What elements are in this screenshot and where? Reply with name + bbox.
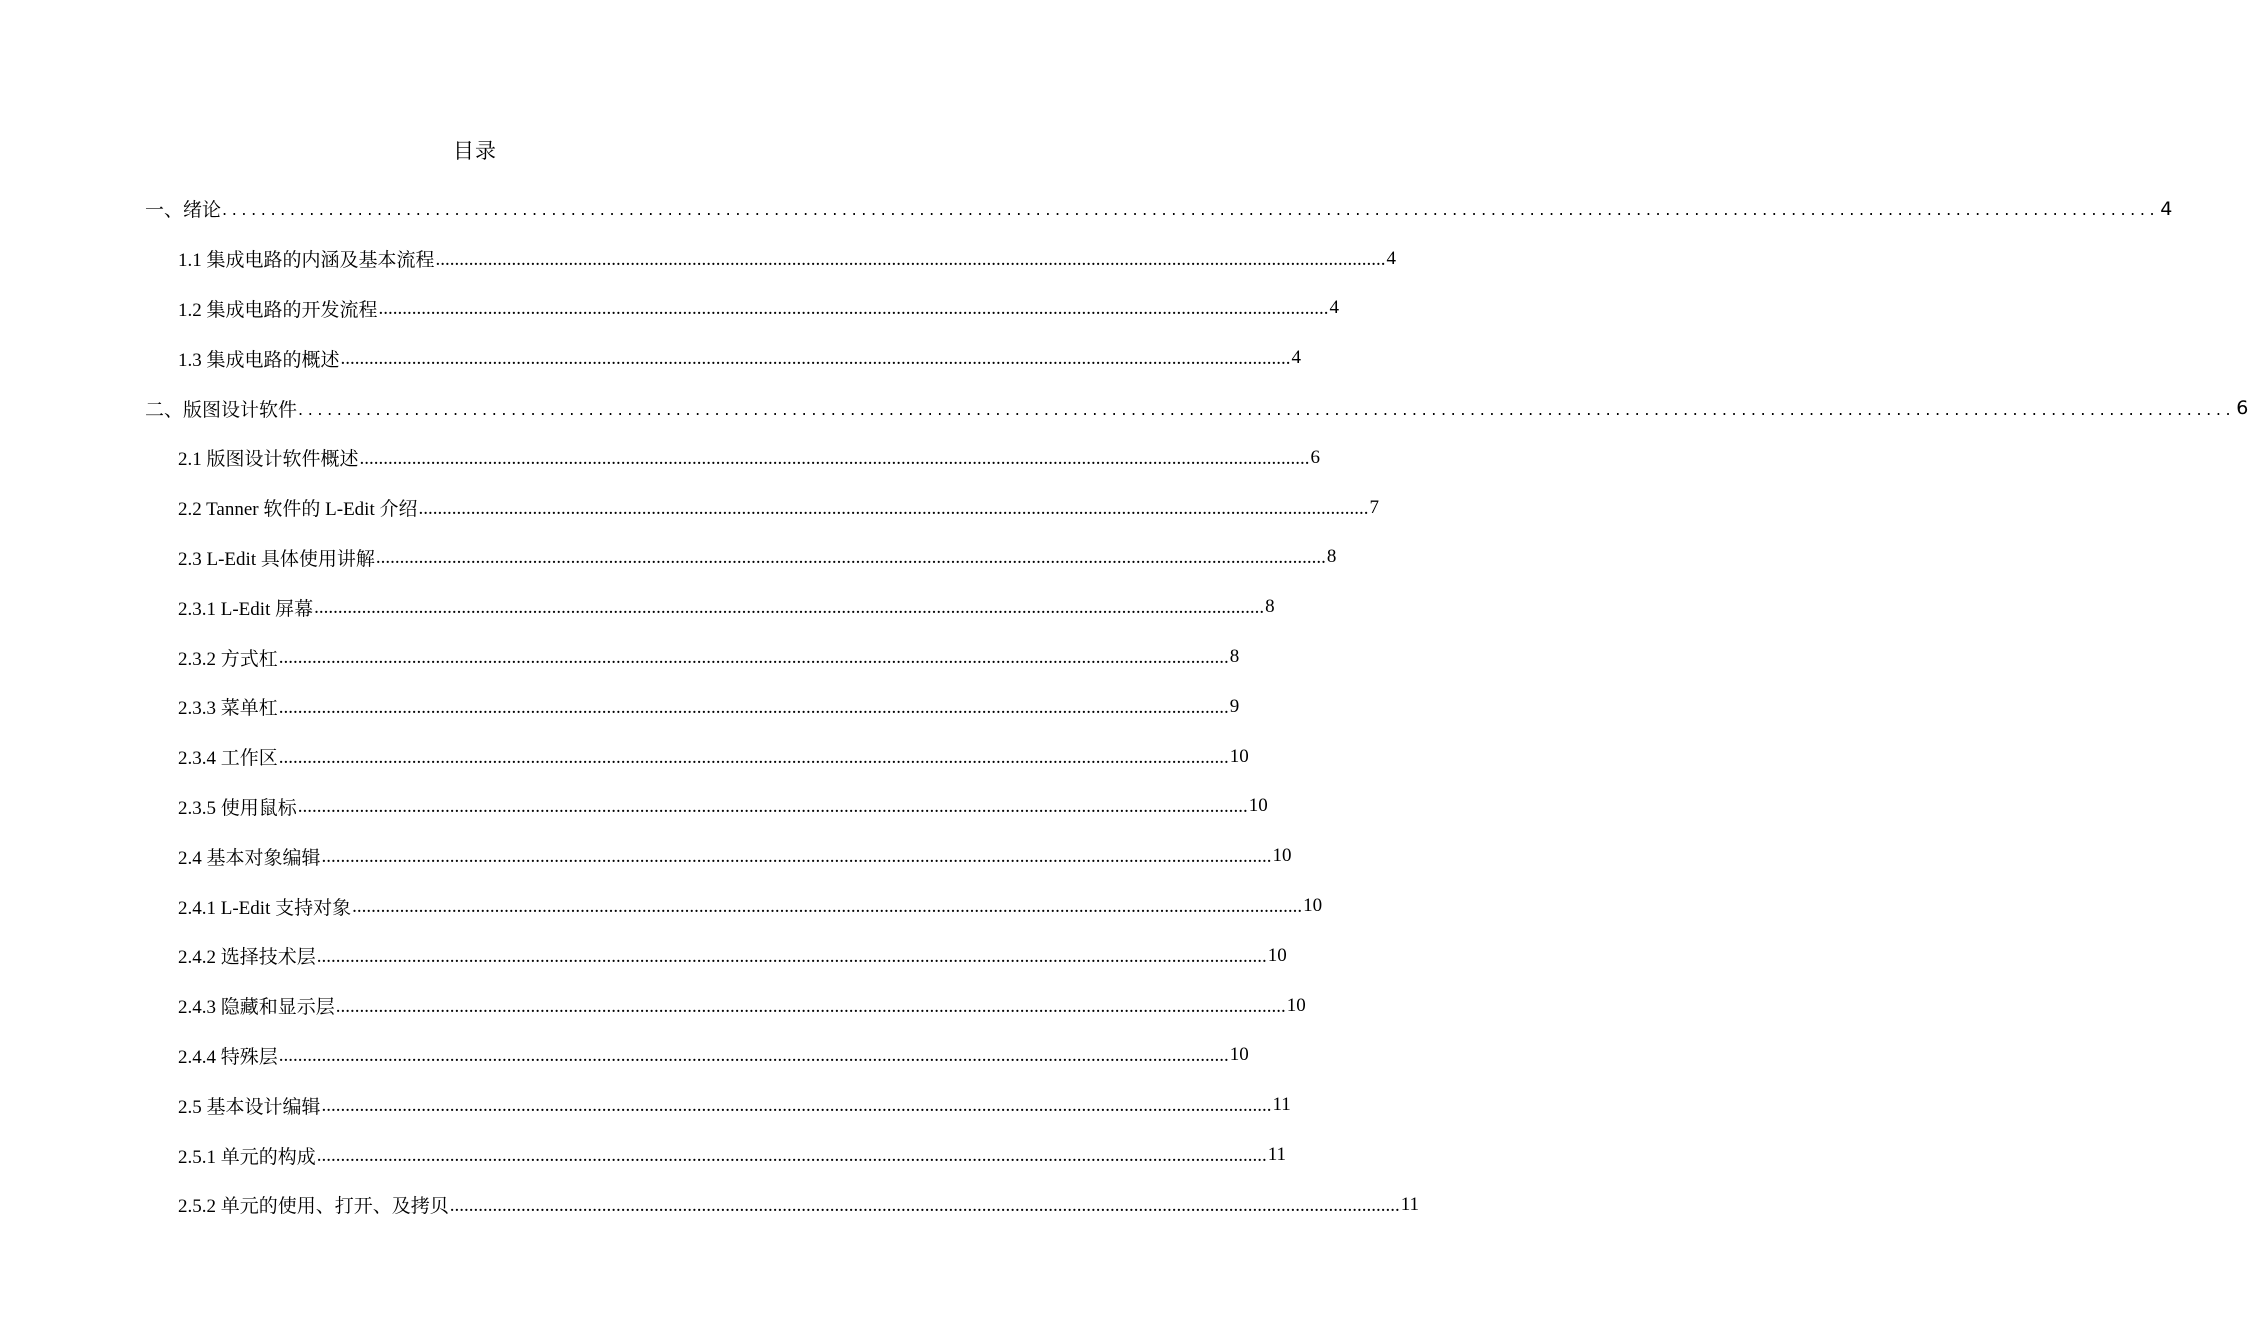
toc-entry-label: 2.4.1 L-Edit 支持对象 xyxy=(178,897,352,919)
toc-dot-leader: ........................................................................................................................................................................................................ xyxy=(316,945,1267,967)
toc-section-entry[interactable] xyxy=(0,1180,1420,1230)
toc-dot-leader: ........................................................................................................................................................................................................ xyxy=(278,696,1229,718)
toc-entry-label: 2.5.1 单元的构成 xyxy=(178,1146,316,1168)
toc-section-entry[interactable] xyxy=(0,582,1275,632)
toc-section-entry[interactable] xyxy=(0,533,1337,583)
toc-dot-leader: ........................................................................................................................................................................................................ xyxy=(340,348,1291,370)
toc-chapter-entry[interactable] xyxy=(0,383,2248,433)
toc-page-number: 6 xyxy=(1310,446,1321,468)
toc-entry-label: 2.5.2 单元的使用、打开、及拷贝 xyxy=(178,1196,449,1218)
toc-dot-leader: ........................................................................................................................................................................................................ xyxy=(316,1145,1267,1167)
toc-section-entry[interactable] xyxy=(0,831,1292,881)
toc-dot-leader: ........................................................................................................................................................................................................ xyxy=(222,200,2160,220)
toc-section-entry[interactable] xyxy=(0,881,1323,931)
toc-dot-leader: ........................................................................................................................................................................................................ xyxy=(298,399,2236,419)
toc-entry-label: 2.3 L-Edit 具体使用讲解 xyxy=(178,548,375,570)
toc-page-number: 10 xyxy=(1229,745,1249,767)
toc-dot-leader: ........................................................................................................................................................................................................ xyxy=(435,248,1386,270)
toc-section-entry[interactable] xyxy=(0,632,1240,682)
toc-section-entry[interactable] xyxy=(0,1130,1287,1180)
toc-section-entry[interactable] xyxy=(0,981,1306,1031)
toc-page-number: 10 xyxy=(1248,795,1268,817)
toc-page-number: 8 xyxy=(1229,646,1240,668)
toc-section-entry[interactable] xyxy=(0,333,1302,383)
toc-page-number: 7 xyxy=(1369,496,1379,518)
toc-dot-leader: ........................................................................................................................................................................................................ xyxy=(278,746,1229,768)
toc-page-number: 11 xyxy=(1400,1193,1420,1215)
toc-dot-leader: ........................................................................................................................................................................................................ xyxy=(321,1095,1272,1117)
toc-section-entry[interactable] xyxy=(0,682,1240,732)
toc-dot-leader: ........................................................................................................................................................................................................ xyxy=(314,597,1265,619)
toc-page-number: 6 xyxy=(2236,397,2248,420)
toc-section-entry[interactable] xyxy=(0,234,1397,284)
toc-section-entry[interactable] xyxy=(0,284,1340,334)
toc-entry-label: 二、版图设计软件 xyxy=(145,398,298,421)
toc-title: 目录 xyxy=(453,139,497,163)
toc-entry-label: 1.3 集成电路的概述 xyxy=(178,349,340,371)
toc-dot-leader: ........................................................................................................................................................................................................ xyxy=(375,547,1326,569)
toc-entry-label: 1.2 集成电路的开发流程 xyxy=(178,299,378,321)
toc-page-number: 11 xyxy=(1267,1144,1287,1166)
toc-dot-leader: ........................................................................................................................................................................................................ xyxy=(278,647,1229,669)
toc-dot-leader: ........................................................................................................................................................................................................ xyxy=(352,896,1303,918)
toc-page-number: 10 xyxy=(1286,994,1306,1016)
toc-dot-leader: ........................................................................................................................................................................................................ xyxy=(359,447,1310,469)
toc-entry-label: 1.1 集成电路的内涵及基本流程 xyxy=(178,250,435,272)
toc-page-number: 4 xyxy=(1291,347,1302,369)
toc-dot-leader: ........................................................................................................................................................................................................ xyxy=(321,846,1272,868)
toc-section-entry[interactable] xyxy=(0,433,1321,483)
toc-page-number: 4 xyxy=(2160,197,2173,220)
toc-chapter-entry[interactable] xyxy=(0,184,2173,234)
table-of-contents xyxy=(0,184,2248,1230)
toc-entry-label: 2.4.2 选择技术层 xyxy=(178,947,316,969)
toc-page-number: 8 xyxy=(1265,596,1275,618)
toc-section-entry[interactable] xyxy=(0,732,1249,782)
toc-page-number: 11 xyxy=(1272,1094,1291,1116)
toc-entry-label: 2.2 Tanner 软件的 L-Edit 介绍 xyxy=(178,499,418,521)
toc-entry-label: 2.3.3 菜单杠 xyxy=(178,698,278,720)
toc-entry-label: 2.5 基本设计编辑 xyxy=(178,1096,321,1118)
toc-entry-label: 2.4.3 隐藏和显示层 xyxy=(178,997,335,1019)
toc-page-number: 4 xyxy=(1386,247,1397,269)
toc-dot-leader: ........................................................................................................................................................................................................ xyxy=(418,497,1369,519)
toc-entry-label: 2.3.2 方式杠 xyxy=(178,648,278,670)
toc-dot-leader: ........................................................................................................................................................................................................ xyxy=(335,995,1286,1017)
toc-page-number: 10 xyxy=(1267,944,1287,966)
toc-page-number: 8 xyxy=(1326,546,1337,568)
toc-page-number: 10 xyxy=(1229,1044,1249,1066)
toc-section-entry[interactable] xyxy=(0,483,1379,533)
toc-section-entry[interactable] xyxy=(0,1080,1291,1130)
toc-entry-label: 2.3.1 L-Edit 屏幕 xyxy=(178,598,314,620)
toc-entry-label: 一、绪论 xyxy=(145,199,222,222)
toc-entry-label: 2.4 基本对象编辑 xyxy=(178,847,321,869)
toc-page-number: 10 xyxy=(1272,845,1292,867)
toc-dot-leader: ........................................................................................................................................................................................................ xyxy=(278,1045,1229,1067)
toc-dot-leader: ........................................................................................................................................................................................................ xyxy=(297,796,1248,818)
toc-entry-label: 2.3.4 工作区 xyxy=(178,748,278,770)
toc-section-entry[interactable] xyxy=(0,1031,1249,1081)
toc-section-entry[interactable] xyxy=(0,782,1268,832)
toc-entry-label: 2.3.5 使用鼠标 xyxy=(178,797,297,819)
toc-dot-leader: ........................................................................................................................................................................................................ xyxy=(449,1194,1400,1216)
toc-entry-label: 2.1 版图设计软件概述 xyxy=(178,449,359,471)
toc-entry-label: 2.4.4 特殊层 xyxy=(178,1046,278,1068)
toc-page-number: 9 xyxy=(1229,695,1240,717)
toc-section-entry[interactable] xyxy=(0,931,1287,981)
toc-page-number: 10 xyxy=(1303,895,1323,917)
toc-dot-leader: ........................................................................................................................................................................................................ xyxy=(378,298,1329,320)
toc-page-number: 4 xyxy=(1329,297,1340,319)
